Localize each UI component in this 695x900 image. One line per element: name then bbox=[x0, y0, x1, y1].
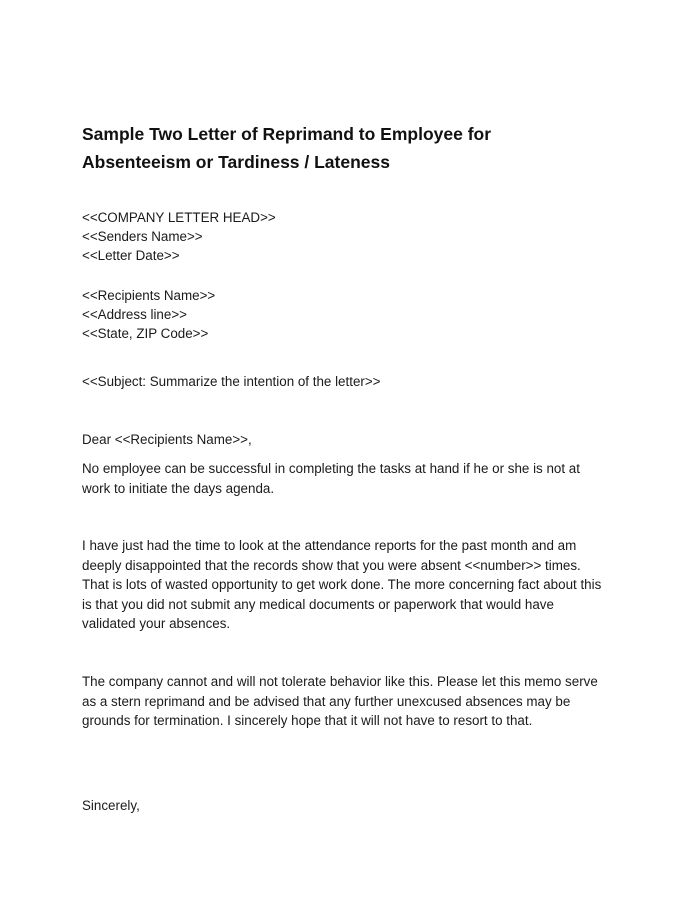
title-line-1: Sample Two Letter of Reprimand to Employee for bbox=[82, 124, 492, 144]
recipient-block bbox=[82, 286, 622, 344]
subject-text: <<Subject: Summarize the intention of the letter>> bbox=[82, 374, 381, 389]
closing bbox=[82, 796, 622, 815]
title-line-2: Absenteeism or Tardiness / Lateness bbox=[82, 152, 390, 172]
company-letterhead-placeholder: <<COMPANY LETTER HEAD>> bbox=[82, 210, 276, 225]
body-paragraph-2: I have just had the time to look at the attendance reports for the past month and am deeply disappointed that the records show that you were absent <<number>> times. That is lots of wasted opportunity to get work done. The more concerning fact about this is that you did not submit any medical documents or paperwork that would have validated your absences. bbox=[82, 538, 602, 632]
body-paragraph-3: The company cannot and will not tolerate behavior like this. Please let this memo serve as a stern reprimand and be advised that any further unexcused absences may be grounds for termination. I sincerely hope that it will not have to resort to that. bbox=[82, 674, 598, 729]
subject-line bbox=[82, 372, 622, 391]
salutation-text: Dear <<Recipients Name>>, bbox=[82, 432, 252, 447]
sender-block bbox=[82, 208, 622, 266]
state-zip-placeholder: <<State, ZIP Code>> bbox=[82, 326, 209, 342]
document-title bbox=[82, 120, 622, 176]
address-line-placeholder: <<Address line>> bbox=[82, 307, 187, 323]
sender-name-placeholder: <<Senders Name>> bbox=[82, 229, 203, 245]
salutation bbox=[82, 430, 622, 449]
recipient-name-placeholder: <<Recipients Name>> bbox=[82, 288, 216, 303]
body-paragraph-1: No employee can be successful in completing the tasks at hand if he or she is not at work to initiate the days agenda. bbox=[82, 461, 580, 496]
closing-text: Sincerely, bbox=[82, 798, 140, 813]
letter-date-placeholder: <<Letter Date>> bbox=[82, 248, 180, 264]
